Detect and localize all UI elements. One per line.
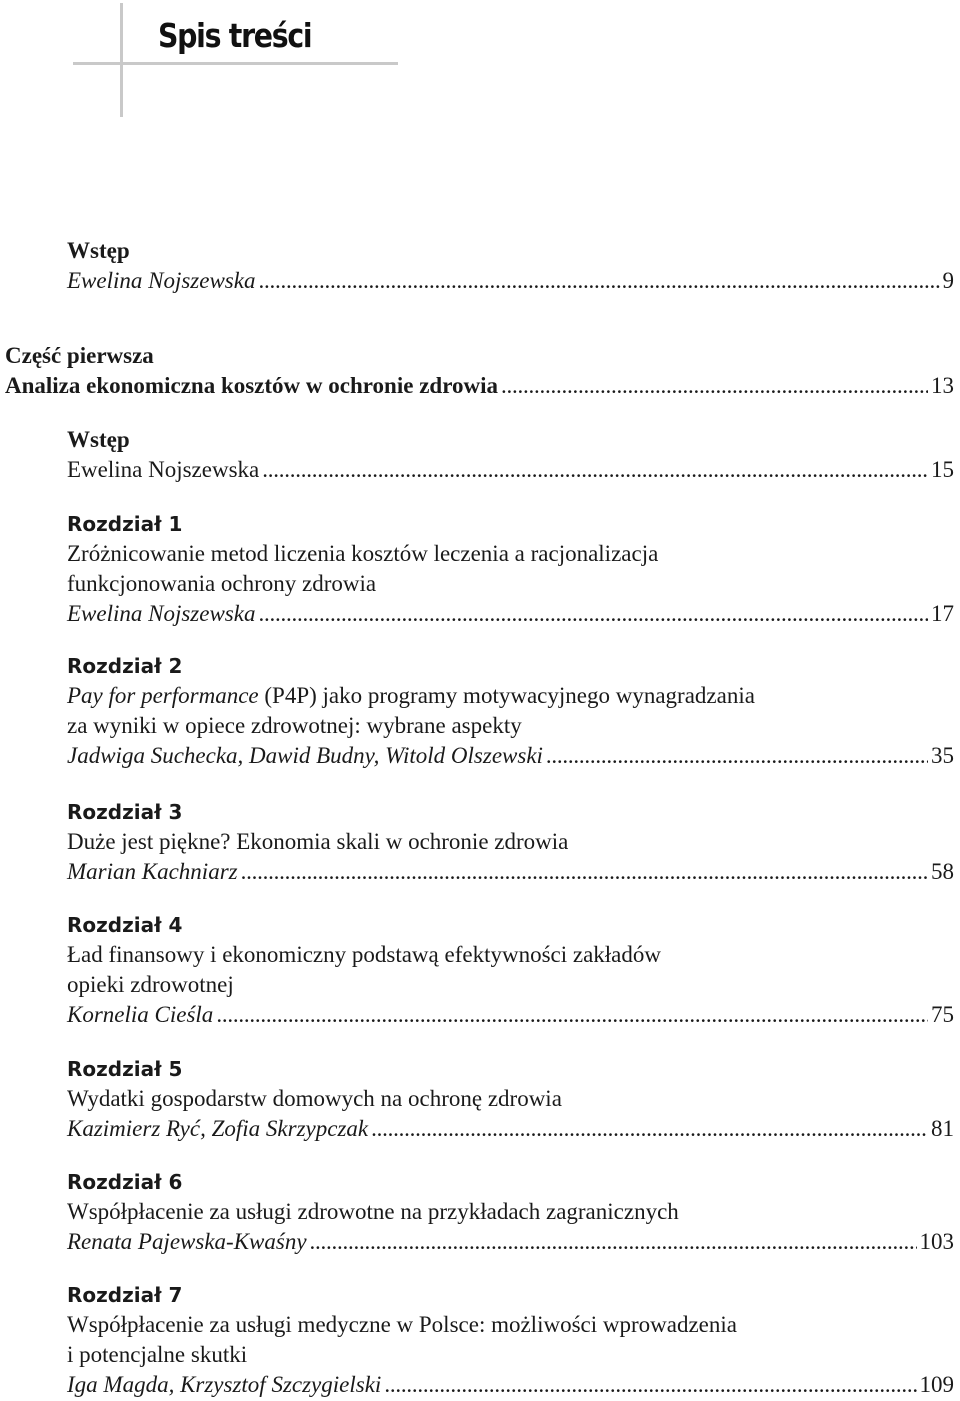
leader-dots	[310, 1227, 917, 1257]
entry-page: 81	[931, 1116, 954, 1141]
entry-title-line: Ład finansowy i ekonomiczny podstawą efektywności zakładów	[67, 942, 661, 967]
page-title: Spis treści	[158, 16, 312, 55]
toc-entry-chapter-1[interactable]	[0, 509, 960, 629]
entry-author-line	[0, 1114, 960, 1144]
entry-heading: Rozdział 5	[67, 1057, 183, 1081]
entry-heading: Rozdział 2	[67, 654, 183, 678]
entry-page: 17	[931, 601, 954, 626]
toc-entry-part-one[interactable]	[0, 341, 960, 401]
entry-title-line	[0, 681, 960, 711]
entry-heading: Rozdział 3	[67, 800, 183, 824]
entry-title-line: Współpłacenie za usługi zdrowotne na przykładach zagranicznych	[67, 1199, 679, 1224]
entry-title-line: za wyniki w opiece zdrowotnej: wybrane aspekty	[67, 713, 522, 738]
entry-author-line	[0, 741, 960, 771]
decorative-horizontal-rule	[73, 62, 398, 65]
toc-entry-chapter-6[interactable]	[0, 1167, 960, 1257]
toc-entry-chapter-4[interactable]	[0, 910, 960, 1030]
entry-author: Marian Kachniarz	[67, 859, 238, 884]
entry-author: Kazimierz Ryć, Zofia Skrzypczak	[67, 1116, 369, 1141]
toc-entry-intro[interactable]	[0, 236, 960, 296]
entry-title-line	[0, 371, 960, 401]
entry-author: Ewelina Nojszewska	[67, 268, 256, 293]
leader-dots	[216, 1000, 928, 1030]
entry-author-line	[0, 599, 960, 629]
entry-page: 109	[919, 1372, 954, 1397]
entry-title-line: Wydatki gospodarstw domowych na ochronę zdrowia	[67, 1086, 562, 1111]
entry-page: 15	[931, 457, 954, 482]
entry-title-line: Zróżnicowanie metod liczenia kosztów leczenia a racjonalizacja	[67, 541, 659, 566]
entry-author-line	[0, 266, 960, 296]
entry-title-line: funkcjonowania ochrony zdrowia	[67, 571, 377, 596]
leader-dots	[384, 1370, 916, 1400]
entry-title: Analiza ekonomiczna kosztów w ochronie zdrowia	[5, 373, 498, 398]
entry-author: Iga Magda, Krzysztof Szczygielski	[67, 1372, 382, 1397]
entry-heading: Rozdział 7	[67, 1283, 183, 1307]
entry-author-line	[0, 857, 960, 887]
entry-author-line	[0, 455, 960, 485]
entry-heading: Część pierwsza	[5, 343, 154, 368]
entry-title-italic: Pay for performance	[67, 683, 259, 708]
leader-dots	[258, 599, 928, 629]
entry-author-line	[0, 1370, 960, 1400]
entry-author: Kornelia Cieśla	[67, 1002, 214, 1027]
leader-dots	[241, 857, 928, 887]
leader-dots	[546, 741, 928, 771]
entry-page: 13	[931, 373, 954, 398]
entry-page: 35	[931, 743, 954, 768]
entry-page: 75	[931, 1002, 954, 1027]
entry-author: Ewelina Nojszewska	[67, 601, 256, 626]
toc-entry-part-intro[interactable]	[0, 425, 960, 485]
leader-dots	[262, 455, 928, 485]
leader-dots	[501, 371, 928, 401]
entry-title-line: i potencjalne skutki	[67, 1342, 248, 1367]
entry-page: 9	[942, 268, 954, 293]
entry-heading: Rozdział 6	[67, 1170, 183, 1194]
toc-entry-chapter-5[interactable]	[0, 1054, 960, 1144]
leader-dots	[371, 1114, 928, 1144]
entry-author: Jadwiga Suchecka, Dawid Budny, Witold Olszewski	[67, 743, 543, 768]
entry-author: Renata Pajewska-Kwaśny	[67, 1229, 307, 1254]
decorative-vertical-rule	[120, 3, 123, 117]
entry-page: 103	[919, 1229, 954, 1254]
entry-heading: Wstęp	[67, 238, 130, 263]
entry-heading: Wstęp	[67, 427, 130, 452]
entry-title-rest: (P4P) jako programy motywacyjnego wynagradzania	[258, 683, 755, 708]
entry-author-line	[0, 1000, 960, 1030]
entry-title-line: Współpłacenie za usługi medyczne w Polsce: możliwości wprowadzenia	[67, 1312, 737, 1337]
entry-heading: Rozdział 1	[67, 512, 183, 536]
entry-page: 58	[931, 859, 954, 884]
leader-dots	[258, 266, 939, 296]
entry-author: Ewelina Nojszewska	[67, 457, 260, 482]
entry-author-line	[0, 1227, 960, 1257]
entry-heading: Rozdział 4	[67, 913, 183, 937]
toc-entry-chapter-2[interactable]	[0, 651, 960, 771]
entry-title-line: opieki zdrowotnej	[67, 972, 234, 997]
toc-entry-chapter-7[interactable]	[0, 1280, 960, 1400]
entry-title-line: Duże jest piękne? Ekonomia skali w ochronie zdrowia	[67, 829, 569, 854]
toc-entry-chapter-3[interactable]	[0, 797, 960, 887]
